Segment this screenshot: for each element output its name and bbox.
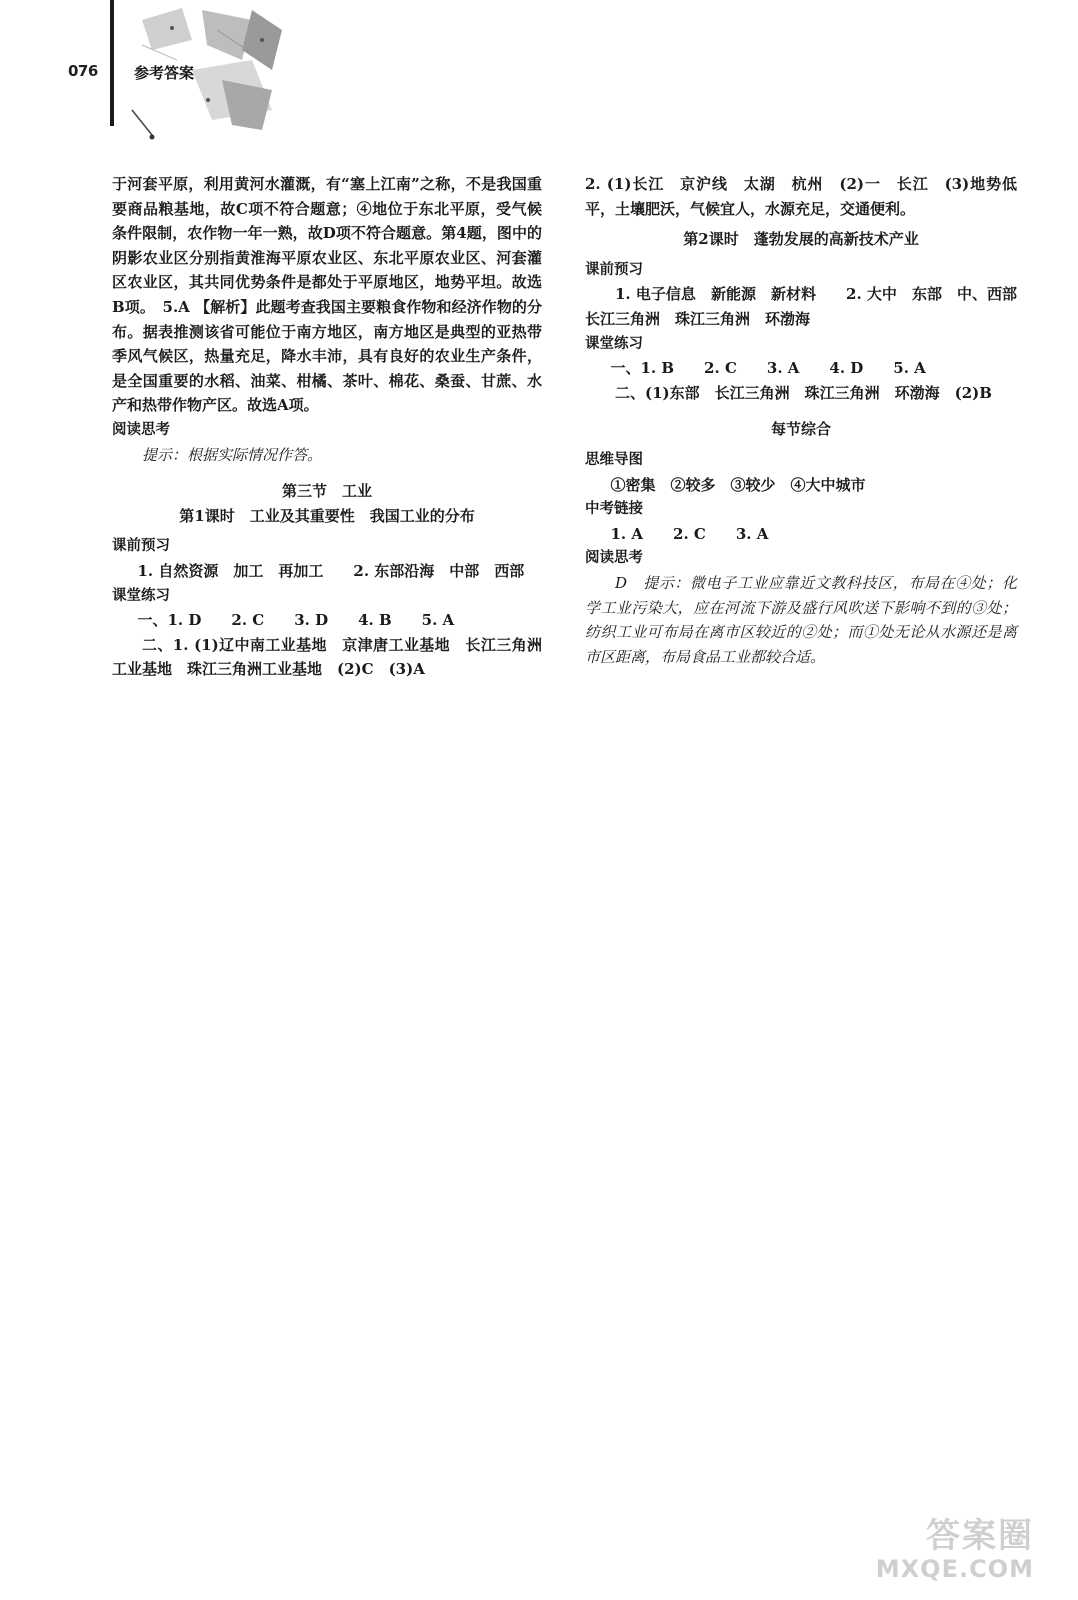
right-top-paragraph: 2. (1)长江 京沪线 太湖 杭州 (2)一 长江 (3)地势低平，土壤肥沃，气候宜人，水源充足，交通便利。 bbox=[585, 175, 1017, 218]
left-preview-text: 1. 自然资源 加工 再加工 2. 东部沿海 中部 西部 bbox=[137, 561, 525, 580]
left-column bbox=[112, 172, 542, 682]
left-reading-text: 提示：根据实际情况作答。 bbox=[142, 445, 323, 464]
watermark bbox=[834, 1508, 1034, 1588]
right-practice-line2: 二、(1)东部 长江三角洲 珠江三角洲 环渤海 (2)B bbox=[615, 383, 992, 402]
watermark-bottom: MXQE.COM bbox=[875, 1555, 1034, 1583]
left-preview-label: 课前预习 bbox=[112, 538, 170, 555]
exam-label: 中考链接 bbox=[585, 501, 643, 518]
section-label: 参考答案 bbox=[134, 64, 195, 82]
lesson2-title: 第2课时 蓬勃发展的高新技术产业 bbox=[683, 230, 919, 249]
left-practice-line2: 二、1. (1)辽中南工业基地 京津唐工业基地 长江三角洲工业基地 珠江三角洲工业基地 (2)C (3)A bbox=[112, 635, 542, 679]
right-reading-label: 阅读思考 bbox=[585, 550, 643, 567]
watermark-top: 答案圈 bbox=[926, 1516, 1034, 1556]
right-practice-label: 课堂练习 bbox=[585, 335, 643, 352]
right-preview-text: 1. 电子信息 新能源 新材料 2. 大中 东部 中、西部 长江三角洲 珠江三角洲 环渤海 bbox=[585, 285, 1033, 328]
right-reading-text: D 提示：微电子工业应靠近文教科技区，布局在④处；化学工业污染大，应在河流下游及盛行风吹送下影响不到的③处；纺织工业可布局在离市区较近的②处；而①处无论从水源还是离市区距离，布局食品工业都较合适。 bbox=[585, 573, 1017, 666]
section-title: 第三节 工业 bbox=[281, 482, 372, 501]
mindmap-text: ①密集 ②较多 ③较少 ④大中城市 bbox=[610, 475, 866, 494]
right-column bbox=[585, 172, 1033, 669]
exam-text: 1. A 2. C 3. A bbox=[610, 524, 769, 543]
lesson1-title: 第1课时 工业及其重要性 我国工业的分布 bbox=[179, 506, 475, 525]
page-number: 076 bbox=[68, 62, 98, 80]
left-answer-paragraph: 于河套平原，利用黄河水灌溉，有“塞上江南”之称，不是我国重要商品粮基地，故C项不符合题意；④地位于东北平原，受气候条件限制，农作物一年一熟，故D项不符合题意。第4题，图中的阴影农业区分别指黄淮海平原农业区、东北平原农业区、河套灌区农业区，其共同优势条件是都处于平原地区，地势平坦。故选B项。 5.A 【解析】此题考查我国主要粮食作物和经济作物的分布。据表推测该省可能位于南方地区，南方地区是典型的亚热带季风气候区，热量充足，降水丰沛，具有良好的农业生产条件，是全国重要的水稻、油菜、柑橘、茶叶、棉花、桑蚕、甘蔗、水产和热带作物产区。故选A项。 bbox=[112, 175, 542, 415]
summary-title: 每节综合 bbox=[770, 420, 831, 439]
left-practice-label: 课堂练习 bbox=[112, 587, 170, 604]
left-practice-line1: 一、1. D 2. C 3. D 4. B 5. A bbox=[137, 611, 455, 630]
header-rule bbox=[110, 0, 114, 126]
left-reading-label: 阅读思考 bbox=[112, 421, 170, 438]
right-preview-label: 课前预习 bbox=[585, 261, 643, 278]
right-practice-line1: 一、1. B 2. C 3. A 4. D 5. A bbox=[610, 359, 926, 378]
mindmap-label: 思维导图 bbox=[585, 451, 643, 468]
